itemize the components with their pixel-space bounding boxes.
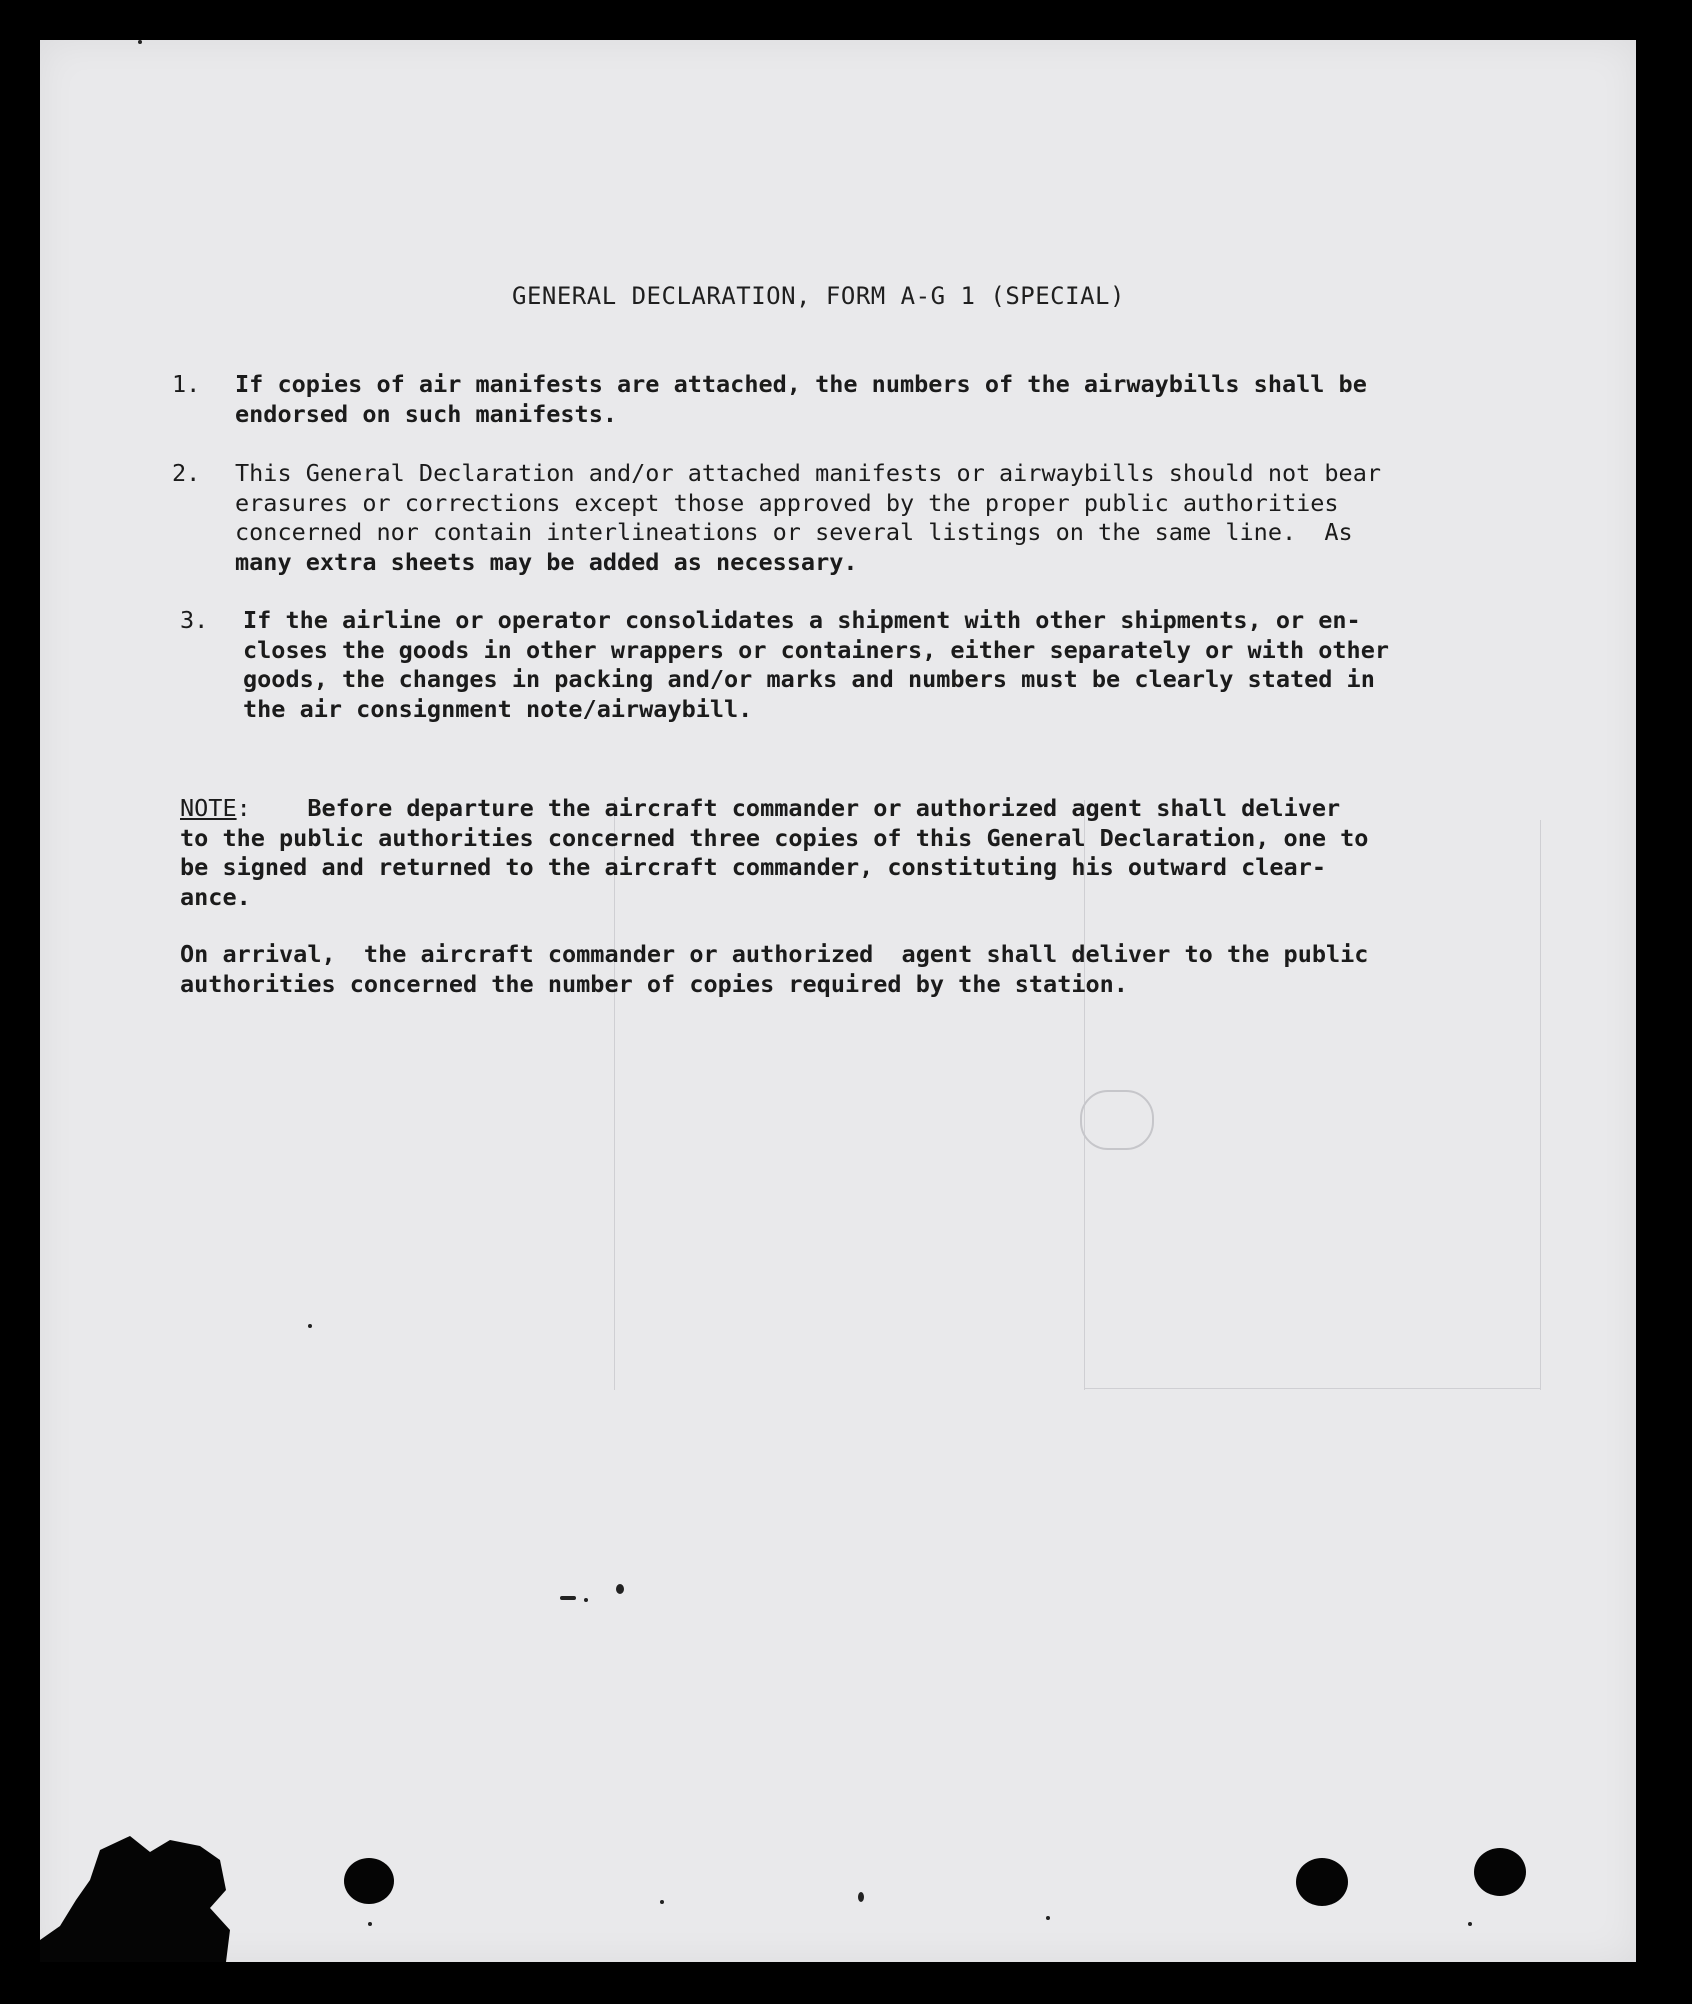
document-page — [40, 40, 1636, 1962]
item-text — [235, 370, 1367, 429]
scan-speck — [616, 1584, 624, 1594]
arrival-line: authorities concerned the number of copies required by the station. — [180, 969, 1128, 998]
item-line: many extra sheets may be added as necessary. — [235, 547, 858, 576]
item-line: erasures or corrections except those approved by the proper public authorities — [235, 488, 1339, 517]
scan-speck — [660, 1900, 664, 1904]
item-line: concerned nor contain interlineations or several listings on the same line. As — [235, 518, 1353, 546]
item-line: closes the goods in other wrappers or containers, either separately or with other — [243, 635, 1390, 664]
note-first-line: Before departure the aircraft commander or authorized agent shall deliver — [250, 794, 1341, 822]
item-number: 3. — [180, 606, 209, 634]
item-line: endorsed on such manifests. — [235, 399, 618, 428]
note-line: be signed and returned to the aircraft commander, constituting his outward clear- — [180, 853, 1327, 881]
note-label: NOTE — [180, 794, 237, 822]
punch-hole — [1474, 1848, 1526, 1896]
note-line: ance. — [180, 882, 251, 911]
item-number: 2. — [172, 459, 201, 487]
item-text — [235, 459, 1381, 577]
item-line: goods, the changes in packing and/or marks and numbers must be clearly stated in — [243, 665, 1375, 693]
item-line: If the airline or operator consolidates a shipment with other shipments, or en- — [243, 606, 1361, 634]
note-colon: : — [236, 794, 251, 822]
scan-speck — [1046, 1916, 1050, 1920]
torn-corner — [40, 1830, 240, 1962]
item-line: the air consignment note/airwaybill. — [243, 694, 753, 723]
item-number: 1. — [172, 370, 201, 398]
scan-speck — [584, 1598, 588, 1602]
scan-speck — [1468, 1922, 1472, 1926]
punch-hole — [344, 1858, 394, 1904]
scan-speck — [368, 1922, 372, 1926]
item-line: This General Declaration and/or attached manifests or airwaybills should not bear — [235, 459, 1382, 487]
bleed-through-line — [1084, 1388, 1540, 1389]
note-paragraph — [180, 794, 1368, 912]
scan-speck — [138, 40, 142, 44]
scan-speck — [858, 1892, 864, 1902]
bleed-through-line — [1540, 820, 1541, 1390]
note-line: to the public authorities concerned three copies of this General Declaration, one to — [180, 823, 1369, 852]
bleed-through-stamp — [1080, 1090, 1154, 1150]
arrival-paragraph — [180, 940, 1368, 999]
scan-speck — [560, 1596, 576, 1600]
document-title: GENERAL DECLARATION, FORM A-G 1 (SPECIAL) — [512, 282, 1125, 310]
item-line: If copies of air manifests are attached, the numbers of the airwaybills shall be — [235, 370, 1367, 398]
item-text — [243, 606, 1389, 724]
scan-speck — [308, 1324, 312, 1328]
punch-hole — [1296, 1858, 1348, 1906]
arrival-line: On arrival, the aircraft commander or authorized agent shall deliver to the public — [180, 940, 1369, 968]
